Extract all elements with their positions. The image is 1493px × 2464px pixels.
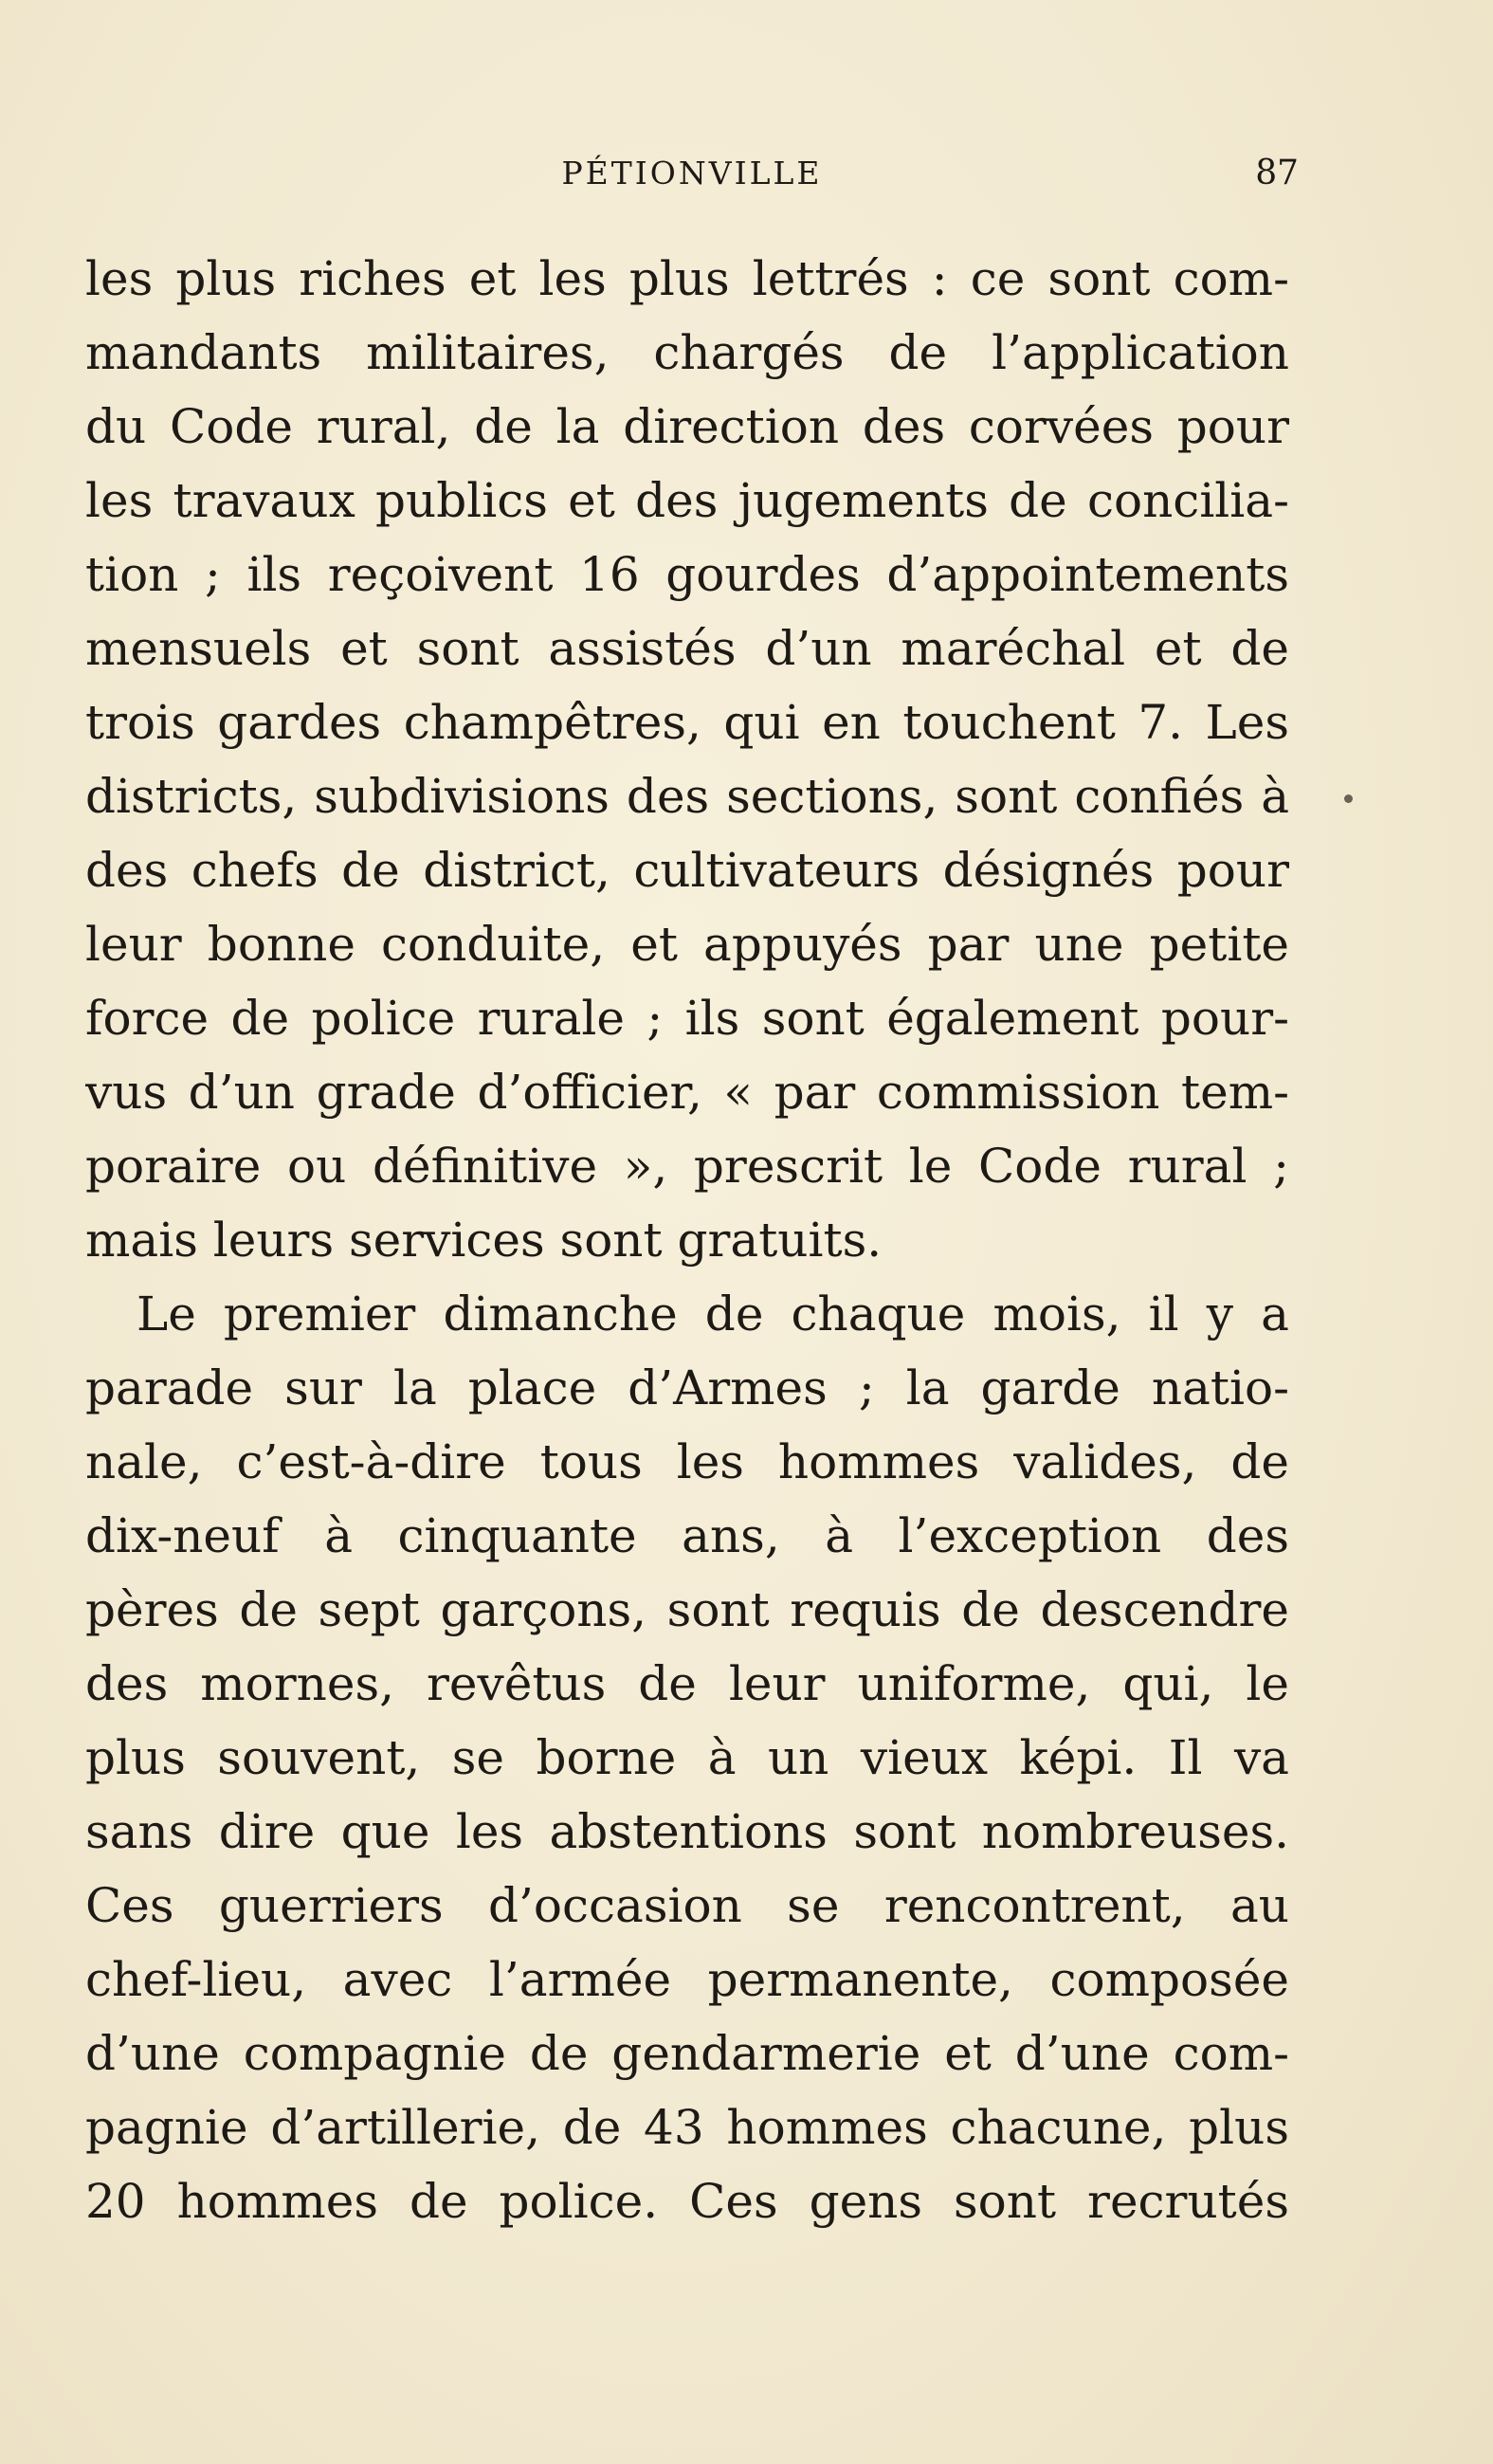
running-header [85, 150, 1299, 197]
running-title: PÉTIONVILLE [561, 155, 823, 192]
text-line: dix-neuf à cinquante ans, à l’exception des [85, 1508, 1289, 1563]
text-line: chef-lieu, avec l’armée permanente, composée [85, 1952, 1289, 2007]
text-line: 20 hommes de police. Ces gens sont recrutés [85, 2174, 1289, 2229]
text-line: poraire ou définitive », prescrit le Code rural ; [85, 1139, 1289, 1194]
page-number: 87 [1255, 154, 1299, 192]
text-line: leur bonne conduite, et appuyés par une petite [85, 917, 1289, 972]
text-line: force de police rurale ; ils sont également pour- [85, 991, 1289, 1046]
text-line: des mornes, revêtus de leur uniforme, qui, le [85, 1656, 1289, 1711]
text-line: mensuels et sont assistés d’un maréchal et de [85, 621, 1289, 676]
text-line: les travaux publics et des jugements de concilia- [85, 473, 1289, 528]
text-line: plus souvent, se borne à un vieux képi. Il va [85, 1730, 1289, 1785]
text-line: mais leurs services sont gratuits. [85, 1213, 883, 1268]
text-line: tion ; ils reçoivent 16 gourdes d’appointements [85, 547, 1289, 602]
text-line: des chefs de district, cultivateurs désignés pour [85, 843, 1289, 898]
text-line: du Code rural, de la direction des corvées pour [85, 399, 1289, 454]
body-text [85, 242, 1289, 2238]
text-line: sans dire que les abstentions sont nombreuses. [85, 1804, 1289, 1859]
text-line: parade sur la place d’Armes ; la garde natio- [85, 1360, 1289, 1415]
text-line: Le premier dimanche de chaque mois, il y a [137, 1287, 1289, 1342]
text-line: trois gardes champêtres, qui en touchent 7. Les [85, 695, 1289, 750]
text-line: Ces guerriers d’occasion se rencontrent, au [85, 1878, 1289, 1933]
text-line: vus d’un grade d’officier, « par commission tem- [85, 1065, 1289, 1120]
text-line: pères de sept garçons, sont requis de descendre [85, 1582, 1289, 1637]
paragraph-2 [85, 1277, 1289, 2238]
margin-ink-mark [1344, 794, 1353, 803]
paragraph-1 [85, 242, 1289, 1277]
text-line: nale, c’est-à-dire tous les hommes valides, de [85, 1434, 1289, 1489]
text-line: les plus riches et les plus lettrés : ce sont com- [85, 251, 1289, 306]
text-line: mandants militaires, chargés de l’application [85, 325, 1289, 380]
text-line: d’une compagnie de gendarmerie et d’une com- [85, 2026, 1289, 2081]
text-line: districts, subdivisions des sections, sont confiés à [85, 769, 1289, 824]
text-line: pagnie d’artillerie, de 43 hommes chacune, plus [85, 2100, 1289, 2155]
